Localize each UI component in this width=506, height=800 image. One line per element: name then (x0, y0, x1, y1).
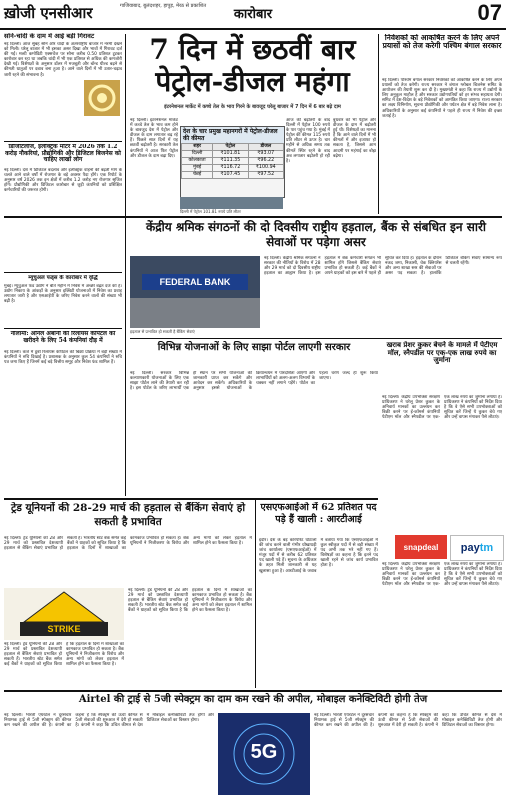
table-header: शहर (182, 144, 213, 151)
newspaper-brand: ख़ोजी एनसीआर (4, 4, 93, 22)
table-row: मुंबई ₹116.72 ₹100.94 (182, 165, 284, 172)
masthead-note: गाजियाबाद, बुलंदशहर, हापुड़, मेरठ से प्रकाशित (120, 3, 207, 9)
fuel-article-col3: बुधवार को भी पेट्रोल और डीजल के दाम में बढ़ोतरी हुई थी। विशेषज्ञों का मानना है कि आने वाले दिनों में भी कीमतों में और इजाफा हो सकता है, जिससे आम आदमी पर महंगाई का बोझ बढ़ेगा। (333, 118, 376, 159)
gold-headline: सोने-चांदी के दाम में आई बड़ी गिरावट (4, 33, 95, 39)
bank-signboard: FEDERAL BANK (142, 274, 248, 290)
divider (130, 338, 502, 339)
strike-article: नई दिल्ली। केंद्रीय श्रमिक संगठनों ने सरकार की नीतियों के विरोध में 28 और 29 मार्च को दो दिवसीय राष्ट्रीय हड़ताल का आह्वान किया है। इस हड़ताल में बैंक कर्मचारी संगठन भी शामिल होंगे जिससे बैंकिंग सेवाएं प्रभावित हो सकती हैं। कई बैंकों ने अपने ग्राहकों को इस बारे में पहले ही सूचित कर दिया है। हड़ताल के दौरान नकद जमा, निकासी, चेक क्लियरेंस और अन्य शाखा स्तर की सेवाओं पर असर पड़ सकता है। हालांकि डिजिटल बैंकिंग सेवाएं सामान्य रूप से चलती रहेंगी। (264, 256, 502, 277)
auction-headline: नीलामी: अनिल अंबानी की रिलायंस कैपिटल को खरीदने के लिए 54 कंपनियां दौड़ में (10, 331, 116, 344)
digital-headline: डिजिटिलीज, इलेक्ट्रिक मोटर में 2026 तक 1.2 करोड़ नौकरियां, प्रौद्योगिकी और डिजिटल बिजनेस को चाहिए लाखों लोग (5, 144, 121, 164)
gold-article: नई दिल्ली। आज सुबह सोने और चांदी के अंतरराष्ट्रीय बाजार में नरमी देखने को मिली। घरेलू बाजार में भी इसका असर दिखा और भावों में गिरावट दर्ज की गई। मल्टी कमोडिटी एक्सचेंज पर सोना करीब 0.50 प्रतिशत टूटकर कारोबार कर रहा था जबकि चांदी में भी एक प्रतिशत से अधिक की कमजोरी देखी गई। विशेषज्ञों के अनुसार डॉलर में मजबूती और बॉन्ड यील्ड बढ़ने से कीमती धातुओं पर दबाव बना हुआ है। आने वाले दिनों में भी उतार-चढ़ाव जारी रहने की संभावना है। (4, 42, 122, 78)
investors-article: नई दिल्ली। पश्चिम बंगाल सरकार निवेशकों को आकर्षित करने के लिए अपने प्रयासों को तेज करेगी। राज्य सरकार ने बंगाल ग्लोबल बिजनेस समिट के आयोजन की तैयारी शुरू कर दी है। मुख्यमंत्री ने कहा कि राज्य में उद्योगों के लिए अनुकूल माहौल है और सरकार उद्योगपतियों को हर संभव सहायता देगी। समिट में देश-विदेश के बड़े निवेशकों को आमंत्रित किया जाएगा। राज्य सरकार का लक्ष्य विनिर्माण, सूचना प्रौद्योगिकी और पर्यटन क्षेत्र में बड़े निवेश लाना है। अधिकारियों के अनुसार कई कंपनियों ने पहले ही राज्य में निवेश की इच्छा जताई है। (382, 78, 502, 119)
portal-article: नई दिल्ली। सरकार विभिन्न कल्याणकारी योजनाओं के लिए एक साझा पोर्टल लाने की तैयारी कर रही है। इस पोर्टल के जरिए लाभार्थी एक ही स्थान पर सभी योजनाओं की जानकारी प्राप्त कर सकेंगे और आवेदन कर सकेंगे। अधिकारियों के अनुसार इससे योजनाओं के क्रियान्वयन में पारदर्शिता आएगी और लाभार्थियों को अलग-अलग विभागों के चक्कर नहीं लगाने पड़ेंगे। पोर्टल का पहला चरण जल्द ही शुरू किया जाएगा। (130, 371, 378, 392)
paytm-article-cont: नई दिल्ली। केंद्रीय उपभोक्ता संरक्षण प्राधिकरण ने घरेलू प्रेशर कुकर के अनिवार्य मानकों का उल्लंघन कर बिक्री करने पर ई-कॉमर्स कंपनियों पेटीएम मॉल और स्नैपडील पर एक-एक लाख रुपये का जुर्माना लगाया है। प्राधिकरण ने कंपनियों को निर्देश दिया है कि वे ऐसे सभी उपभोक्ताओं को सूचित करें जिन्हें ये कुकर बेचे गए और उन्हें वापस मंगाकर पैसे लौटाएं। (382, 562, 502, 588)
paytm-logo: pay tm (450, 535, 504, 561)
strike-sign-text: STRIKE (47, 624, 81, 634)
fuel-pump-photo (180, 197, 283, 209)
bankstrike-headline: ट्रेड यूनियनों की 28-29 मार्च की हड़ताल से बैंकिंग सेवाएं हो सकती है प्रभावित (10, 502, 246, 528)
fuel-article-col1: नई दिल्ली। इंटरनेशनल मार्केट में कच्चे तेल के भाव कम होने के बावजूद देश में पेट्रोल और डीजल के दाम लगातार बढ़ रहे हैं। पिछले सात दिनों में यह छठवीं बढ़ोतरी है। सरकारी तेल कंपनियों ने आज फिर पेट्रोल और डीजल के दाम बढ़ा दिए। (130, 118, 178, 159)
airtel-headline: Airtel की ट्राई से 5जी स्पेक्ट्रम का दाम कम रखने की अपील, मोबाइल कनेक्टिविटी होगी तेज (78, 694, 428, 705)
strike-sign-photo (4, 588, 124, 640)
gold-jewelry-photo (84, 80, 120, 116)
mf-headline: म्यूचुअल फंड्स के कारोबार में वृद्धि (28, 275, 98, 281)
divider (4, 272, 122, 273)
fuel-table-title: देश के चार प्रमुख महानगरों में पेट्रोल-डीजल की कीमत (181, 127, 284, 143)
divider (4, 690, 502, 692)
fuel-photo-caption: दिल्ली में पेट्रोल 101.81 रुपये प्रति लीटर (180, 209, 241, 214)
auction-article: नई दिल्ली। कर्ज में डूबी रिलायंस कैपिटल की बिक्री प्रक्रिया में बड़ी संख्या में कंपनियों ने रुचि दिखाई है। प्रशासक के अनुसार कुल 54 कंपनियों ने रुचि पत्र जमा किए हैं जिनमें कई बड़े वित्तीय समूह और निवेश फंड शामिल हैं। (4, 350, 122, 366)
snapdeal-logo: snapdeal (395, 535, 447, 559)
fuel-article-col2: आज की बढ़ोतरी के बाद दिल्ली में पेट्रोल 100 रुपये के पार पहुंच गया है। मुंबई में पेट्रोल की कीमत 115 रुपये प्रति लीटर से ऊपर है। चार महीने से अधिक समय तक कीमतें स्थिर रहने के बाद अब लगातार बढ़ोतरी हो रही है। (286, 118, 330, 164)
bankstrike-article-cont: नई दिल्ली। ट्रेड यूनियनों की 28 और 29 मार्च को प्रस्तावित देशव्यापी हड़ताल से बैंकिंग सेवाएं प्रभावित हो सकती हैं। भारतीय स्टेट बैंक समेत कई बैंकों ने ग्राहकों को सूचित किया है कि हड़ताल के दिनों में शाखाओं का कामकाज प्रभावित हो सकता है। बैंक यूनियनों ने निजीकरण के विरोध और अन्य मांगों को लेकर हड़ताल में शामिल होने का फैसला किया है। (128, 588, 252, 614)
divider (4, 498, 378, 500)
fuel-deck: इंटरनेशनल मार्केट में कच्चे तेल के भाव गिरने के बावजूद घरेलू बाजार में 7 दिन में 6 बार बढ़े दाम (164, 104, 341, 110)
bank-branch-photo (130, 256, 260, 328)
fuel-headline: 7 दिन में छठवीं बार पेट्रोल-डीजल महंगा (149, 33, 356, 98)
sfio-article: इंदौर। देश के बड़े कॉरपोरेट घोटालों की जांच करने वाली गंभीर धोखाधड़ी जांच कार्यालय (एसएफआईओ) में मंजूर पदों में से करीब 62 प्रतिशत पद खाली पड़े हैं। सूचना के अधिकार के तहत मिली जानकारी से यह खुलासा हुआ है। आरटीआई के जवाब में बताया गया कि एसएफआईओ में कुल स्वीकृत पदों में से बड़ी संख्या में पद अभी तक भरे नहीं गए हैं। विशेषज्ञों का कहना है कि इतने पद खाली रहने से जांच कार्य प्रभावित होता है। (259, 538, 378, 574)
shutter (130, 298, 260, 328)
sfio-headline: एसएफआईओ में 62 प्रतिशत पद पड़े हैं खाली : आरटीआई (260, 502, 377, 525)
column-rule (255, 500, 256, 688)
table-row: कोलकाता ₹111.35 ₹96.22 (182, 158, 284, 165)
strike-headline: केंद्रीय श्रमिक संगठनों की दो दिवसीय राष्ट्रीय हड़ताल, बैंक से संबधित इन सारी सेवाओं पर पड़ेगा असर (146, 220, 486, 249)
paytm-article: नई दिल्ली। केंद्रीय उपभोक्ता संरक्षण प्राधिकरण ने घरेलू प्रेशर कुकर के अनिवार्य मानकों का उल्लंघन कर बिक्री करने पर ई-कॉमर्स कंपनियों पेटीएम मॉल और स्नैपडील पर एक-एक लाख रुपये का जुर्माना लगाया है। प्राधिकरण ने कंपनियों को निर्देश दिया है कि वे ऐसे सभी उपभोक्ताओं को सूचित करें जिन्हें ये कुकर बेचे गए और उन्हें वापस मंगाकर पैसे लौटाएं। (382, 395, 502, 421)
5g-label: 5G (250, 741, 278, 763)
table-header: पेट्रोल (213, 144, 248, 151)
column-rule (378, 34, 379, 214)
table-row: दिल्ली ₹101.81 ₹93.07 (182, 151, 284, 158)
fuel-price-table (181, 143, 284, 179)
investors-headline: निवेशकों को आकर्षित करने के लिए अपने प्रयासों को तेज करेगी पश्चिम बंगाल सरकार (382, 34, 502, 51)
bankstrike-article-cont2: नई दिल्ली। ट्रेड यूनियनों की 28 और 29 मार्च को प्रस्तावित देशव्यापी हड़ताल से बैंकिंग सेवाएं प्रभावित हो सकती हैं। भारतीय स्टेट बैंक समेत कई बैंकों ने ग्राहकों को सूचित किया है कि हड़ताल के दिनों में शाखाओं का कामकाज प्रभावित हो सकता है। बैंक यूनियनों ने निजीकरण के विरोध और अन्य मांगों को लेकर हड़ताल में शामिल होने का फैसला किया है। (4, 642, 124, 668)
page-number: 07 (477, 0, 502, 25)
airtel-article: नई दिल्ली। भारती एयरटेल ने दूरसंचार नियामक ट्राई से 5जी स्पेक्ट्रम की कीमत कम रखने की अपील की है। कंपनी का कहना है कि स्पेक्ट्रम की ऊंची कीमत से 5जी सेवाओं की शुरुआत में देरी हो सकती है। कंपनी ने कहा कि उचित कीमत से देश में मोबाइल कनेक्टिविटी तेज होगी और डिजिटल सेवाओं का विस्तार होगा। (4, 713, 214, 729)
fuel-price-table-box (180, 126, 285, 198)
mf-article: मुंबई। म्यूचुअल फंड उद्योग ने बीते महीने में निवेश में अच्छी बढ़त दर्ज की है। उद्योग निकाय के आंकड़ों के अनुसार इक्विटी योजनाओं में निवेश का प्रवाह लगातार जारी है और एसआईपी के जरिए निवेश करने वालों की संख्या भी बढ़ी है। (4, 284, 122, 305)
section-title: कारोबार (233, 7, 273, 22)
divider (4, 216, 502, 218)
column-rule (125, 34, 126, 496)
5g-network-image (218, 713, 310, 795)
table-row: चेन्नई ₹107.45 ₹97.52 (182, 172, 284, 179)
masthead (0, 0, 506, 30)
portal-headline: विभिन्न योजनाओं के लिए साझा पोर्टल लाएगी सरकार (157, 342, 351, 353)
bank-photo-caption: हड़ताल से प्रभावित हो सकती है बैंकिंग सेवाएं (130, 329, 195, 334)
table-header: डीजल (248, 144, 283, 151)
digital-article: नई दिल्ली। देश में डिजिटल बदलाव और इलेक्ट्रिक वाहनों की बढ़ती मांग के चलते आने वाले वर्षों में रोजगार के बड़े अवसर पैदा होंगे। एक रिपोर्ट के अनुसार वर्ष 2026 तक इन क्षेत्रों में करीब 1.2 करोड़ नए रोजगार सृजित होंगे। प्रौद्योगिकी और डिजिटल कारोबार से जुड़ी कंपनियों को प्रशिक्षित कर्मचारियों की जरूरत होगी। (4, 168, 122, 194)
paytm-headline: खराब प्रेशर कुकर बेचने के मामले में पेटीएम मॉल, स्नैपडील पर एक-एक लाख रुपये का जुर्माना (386, 341, 498, 365)
airtel-article-cont: नई दिल्ली। भारती एयरटेल ने दूरसंचार नियामक ट्राई से 5जी स्पेक्ट्रम की कीमत कम रखने की अपील की है। कंपनी का कहना है कि स्पेक्ट्रम की ऊंची कीमत से 5जी सेवाओं की शुरुआत में देरी हो सकती है। कंपनी ने कहा कि उचित कीमत से देश में मोबाइल कनेक्टिविटी तेज होगी और डिजिटल सेवाओं का विस्तार होगा। (314, 713, 502, 729)
divider (4, 328, 122, 329)
bankstrike-article: नई दिल्ली। ट्रेड यूनियनों की 28 और 29 मार्च को प्रस्तावित देशव्यापी हड़ताल से बैंकिंग सेवाएं प्रभावित हो सकती हैं। भारतीय स्टेट बैंक समेत कई बैंकों ने ग्राहकों को सूचित किया है कि हड़ताल के दिनों में शाखाओं का कामकाज प्रभावित हो सकता है। बैंक यूनियनों ने निजीकरण के विरोध और अन्य मांगों को लेकर हड़ताल में शामिल होने का फैसला किया है। (4, 536, 252, 552)
divider (4, 141, 122, 142)
